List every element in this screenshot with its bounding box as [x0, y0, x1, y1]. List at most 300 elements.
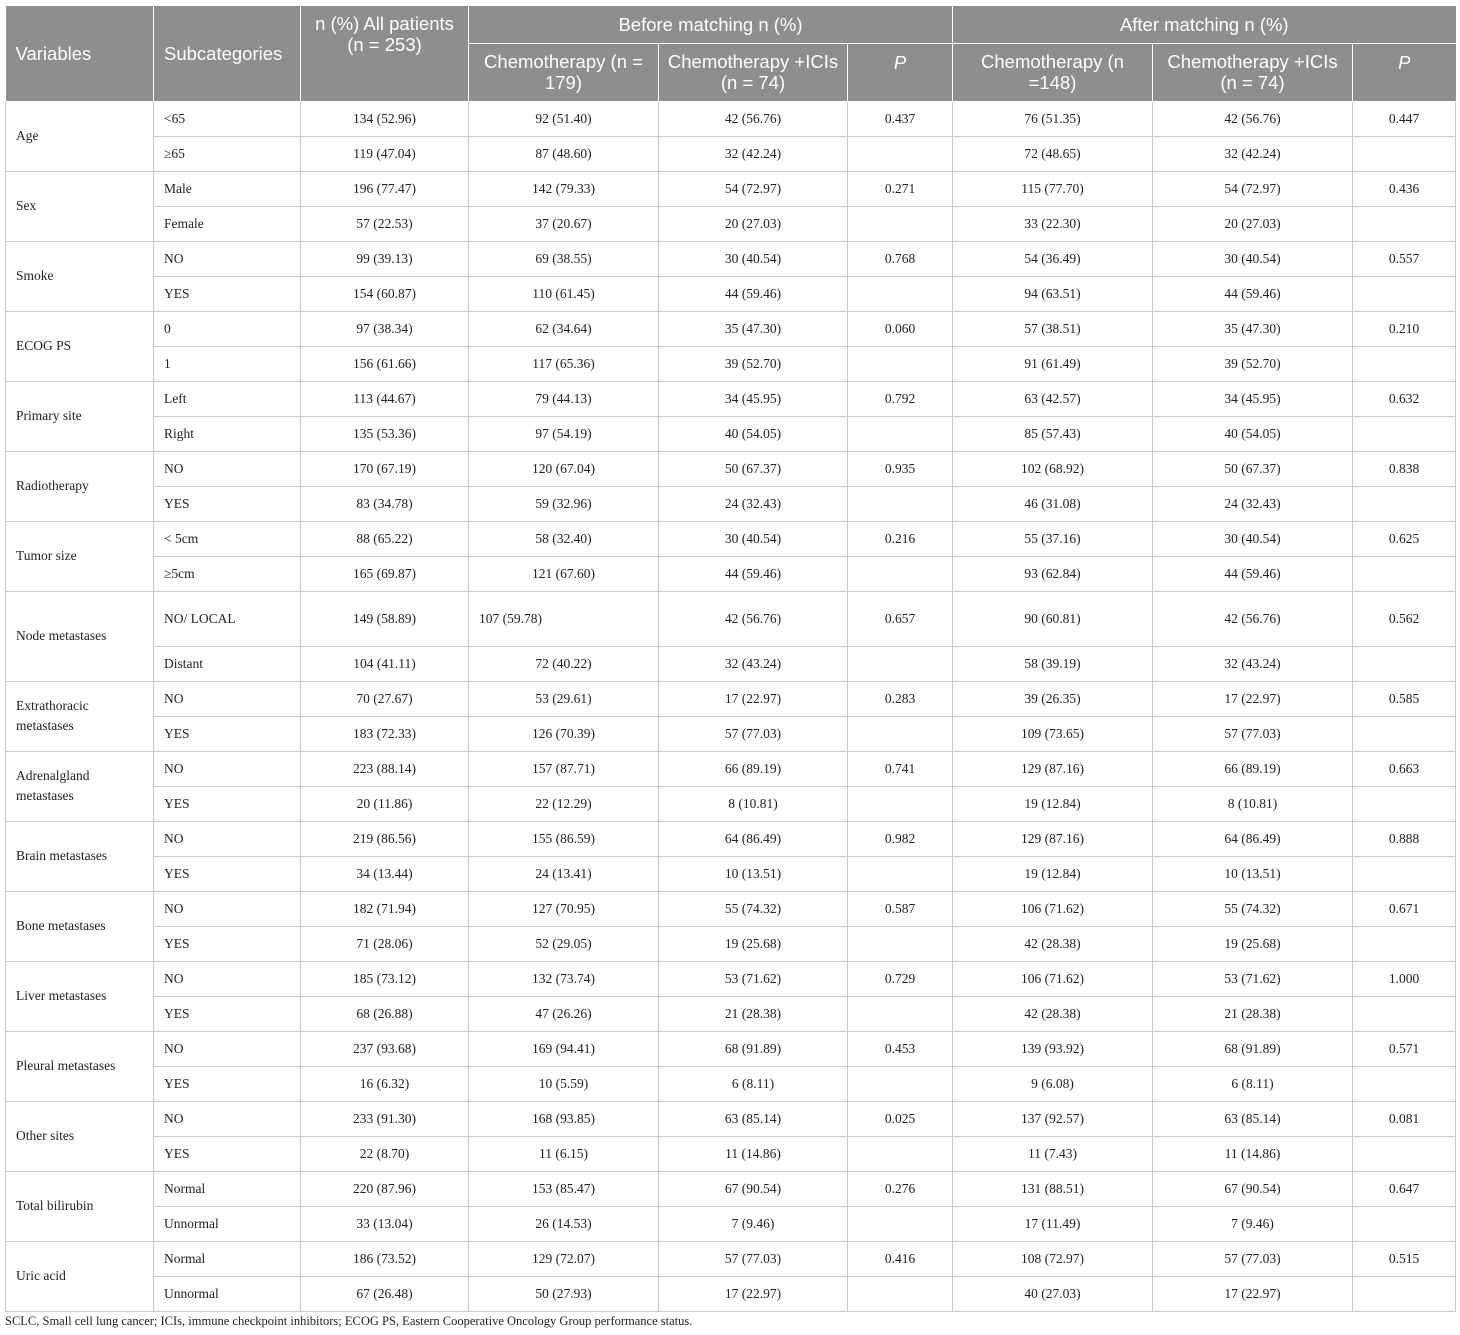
- after-chemotherapy-icis-cell: 64 (86.49): [1153, 821, 1353, 856]
- before-chemotherapy-icis-cell: 40 (54.05): [659, 416, 848, 451]
- before-chemotherapy-cell: 72 (40.22): [469, 646, 659, 681]
- before-p-value-cell: 0.741: [848, 751, 953, 786]
- after-chemotherapy-icis-cell: 11 (14.86): [1153, 1136, 1353, 1171]
- after-chemotherapy-icis-cell: 32 (43.24): [1153, 646, 1353, 681]
- table-row: [6, 206, 1456, 241]
- before-p-value-cell: [848, 786, 953, 821]
- after-chemotherapy-icis-cell: 67 (90.54): [1153, 1171, 1353, 1206]
- before-p-value-cell: 0.276: [848, 1171, 953, 1206]
- variable-cell: ECOG PS: [6, 311, 154, 381]
- before-chemotherapy-icis-cell: 39 (52.70): [659, 346, 848, 381]
- after-chemotherapy-icis-cell: 19 (25.68): [1153, 926, 1353, 961]
- before-chemotherapy-icis-cell: 68 (91.89): [659, 1031, 848, 1066]
- after-chemotherapy-cell: 33 (22.30): [953, 206, 1153, 241]
- after-chemotherapy-icis-cell: 42 (56.76): [1153, 591, 1353, 646]
- table-row: [6, 171, 1456, 206]
- after-p-value-cell: 0.625: [1353, 521, 1456, 556]
- before-chemotherapy-cell: 10 (5.59): [469, 1066, 659, 1101]
- variable-cell: Adrenalgland metastases: [6, 751, 154, 821]
- after-p-value-cell: [1353, 136, 1456, 171]
- after-p-value-cell: [1353, 1066, 1456, 1101]
- before-chemotherapy-icis-cell: 67 (90.54): [659, 1171, 848, 1206]
- all-patients-cell: 88 (65.22): [301, 521, 469, 556]
- after-chemotherapy-icis-cell: 34 (45.95): [1153, 381, 1353, 416]
- subcategory-cell: YES: [154, 786, 301, 821]
- subcategory-cell: YES: [154, 486, 301, 521]
- before-p-value-cell: [848, 276, 953, 311]
- after-chemotherapy-cell: 106 (71.62): [953, 961, 1153, 996]
- before-p-value-cell: [848, 716, 953, 751]
- subcategory-cell: YES: [154, 996, 301, 1031]
- before-chemotherapy-icis-cell: 54 (72.97): [659, 171, 848, 206]
- after-chemotherapy-cell: 137 (92.57): [953, 1101, 1153, 1136]
- after-chemotherapy-cell: 129 (87.16): [953, 821, 1153, 856]
- table-row: [6, 646, 1456, 681]
- after-chemotherapy-icis-cell: 24 (32.43): [1153, 486, 1353, 521]
- after-chemotherapy-icis-cell: 10 (13.51): [1153, 856, 1353, 891]
- after-chemotherapy-cell: 9 (6.08): [953, 1066, 1153, 1101]
- after-chemotherapy-cell: 19 (12.84): [953, 856, 1153, 891]
- table-row: [6, 556, 1456, 591]
- after-chemotherapy-icis-cell: 32 (42.24): [1153, 136, 1353, 171]
- before-chemotherapy-cell: 121 (67.60): [469, 556, 659, 591]
- subcategory-cell: NO: [154, 241, 301, 276]
- after-chemotherapy-cell: 54 (36.49): [953, 241, 1153, 276]
- after-chemotherapy-cell: 40 (27.03): [953, 1276, 1153, 1311]
- table-row: [6, 346, 1456, 381]
- before-chemotherapy-icis-cell: 57 (77.03): [659, 1241, 848, 1276]
- subcategory-cell: ≥5cm: [154, 556, 301, 591]
- after-chemotherapy-cell: 85 (57.43): [953, 416, 1153, 451]
- after-p-value-cell: 0.671: [1353, 891, 1456, 926]
- table-row: [6, 1171, 1456, 1206]
- after-chemotherapy-cell: 57 (38.51): [953, 311, 1153, 346]
- after-chemotherapy-icis-cell: 53 (71.62): [1153, 961, 1353, 996]
- after-chemotherapy-cell: 93 (62.84): [953, 556, 1153, 591]
- table-footnote: SCLC, Small cell lung cancer; ICIs, immune checkpoint inhibitors; ECOG PS, Eastern Cooperative Oncology Group performance status.: [5, 1314, 693, 1328]
- variable-cell: Node metastases: [6, 591, 154, 681]
- before-chemotherapy-cell: 53 (29.61): [469, 681, 659, 716]
- table-row: [6, 101, 1456, 136]
- after-chemotherapy-cell: 46 (31.08): [953, 486, 1153, 521]
- all-patients-cell: 185 (73.12): [301, 961, 469, 996]
- header-after-p: P: [1353, 43, 1456, 101]
- before-chemotherapy-cell: 155 (86.59): [469, 821, 659, 856]
- table-row: [6, 891, 1456, 926]
- variable-cell: Liver metastases: [6, 961, 154, 1031]
- header-before-matching: Before matching n (%): [469, 6, 953, 43]
- all-patients-cell: 97 (38.34): [301, 311, 469, 346]
- after-p-value-cell: [1353, 996, 1456, 1031]
- subcategory-cell: Unnormal: [154, 1206, 301, 1241]
- after-p-value-cell: 0.663: [1353, 751, 1456, 786]
- after-p-value-cell: [1353, 416, 1456, 451]
- before-chemotherapy-icis-cell: 32 (42.24): [659, 136, 848, 171]
- before-p-value-cell: [848, 346, 953, 381]
- table-row: [6, 1136, 1456, 1171]
- before-chemotherapy-cell: 87 (48.60): [469, 136, 659, 171]
- subcategory-cell: Unnormal: [154, 1276, 301, 1311]
- before-chemotherapy-cell: 47 (26.26): [469, 996, 659, 1031]
- after-chemotherapy-icis-cell: 55 (74.32): [1153, 891, 1353, 926]
- all-patients-cell: 196 (77.47): [301, 171, 469, 206]
- before-chemotherapy-cell: 26 (14.53): [469, 1206, 659, 1241]
- table-row: [6, 311, 1456, 346]
- table-row: [6, 716, 1456, 751]
- subcategory-cell: NO: [154, 681, 301, 716]
- before-p-value-cell: 0.283: [848, 681, 953, 716]
- after-chemotherapy-icis-cell: 21 (28.38): [1153, 996, 1353, 1031]
- header-before-p: P: [848, 43, 953, 101]
- after-p-value-cell: [1353, 1276, 1456, 1311]
- all-patients-cell: 220 (87.96): [301, 1171, 469, 1206]
- variable-cell: Tumor size: [6, 521, 154, 591]
- before-chemotherapy-cell: 129 (72.07): [469, 1241, 659, 1276]
- before-chemotherapy-icis-cell: 34 (45.95): [659, 381, 848, 416]
- subcategory-cell: NO: [154, 751, 301, 786]
- after-p-value-cell: [1353, 276, 1456, 311]
- all-patients-cell: 33 (13.04): [301, 1206, 469, 1241]
- all-patients-cell: 68 (26.88): [301, 996, 469, 1031]
- after-chemotherapy-cell: 72 (48.65): [953, 136, 1153, 171]
- after-chemotherapy-cell: 91 (61.49): [953, 346, 1153, 381]
- before-chemotherapy-icis-cell: 6 (8.11): [659, 1066, 848, 1101]
- before-chemotherapy-cell: 50 (27.93): [469, 1276, 659, 1311]
- after-p-value-cell: 0.515: [1353, 1241, 1456, 1276]
- after-chemotherapy-cell: 108 (72.97): [953, 1241, 1153, 1276]
- after-chemotherapy-cell: 139 (93.92): [953, 1031, 1153, 1066]
- subcategory-cell: NO: [154, 961, 301, 996]
- after-chemotherapy-icis-cell: 35 (47.30): [1153, 311, 1353, 346]
- header-after-matching: After matching n (%): [953, 6, 1456, 43]
- after-p-value-cell: [1353, 856, 1456, 891]
- before-chemotherapy-cell: 24 (13.41): [469, 856, 659, 891]
- after-chemotherapy-icis-cell: 68 (91.89): [1153, 1031, 1353, 1066]
- after-p-value-cell: [1353, 1206, 1456, 1241]
- after-chemotherapy-cell: 11 (7.43): [953, 1136, 1153, 1171]
- header-before-chemotherapy: Chemotherapy (n = 179): [469, 43, 659, 101]
- after-p-value-cell: [1353, 786, 1456, 821]
- after-chemotherapy-cell: 17 (11.49): [953, 1206, 1153, 1241]
- before-chemotherapy-cell: 168 (93.85): [469, 1101, 659, 1136]
- all-patients-cell: 22 (8.70): [301, 1136, 469, 1171]
- variable-cell: Smoke: [6, 241, 154, 311]
- subcategory-cell: 1: [154, 346, 301, 381]
- before-chemotherapy-cell: 117 (65.36): [469, 346, 659, 381]
- before-chemotherapy-cell: 59 (32.96): [469, 486, 659, 521]
- before-p-value-cell: [848, 1206, 953, 1241]
- table-row: [6, 1241, 1456, 1276]
- before-chemotherapy-icis-cell: 30 (40.54): [659, 241, 848, 276]
- after-chemotherapy-icis-cell: 50 (67.37): [1153, 451, 1353, 486]
- after-p-value-cell: 0.562: [1353, 591, 1456, 646]
- subcategory-cell: NO: [154, 1031, 301, 1066]
- table-row: [6, 1031, 1456, 1066]
- after-p-value-cell: 0.436: [1353, 171, 1456, 206]
- before-chemotherapy-cell: 69 (38.55): [469, 241, 659, 276]
- subcategory-cell: YES: [154, 1136, 301, 1171]
- after-chemotherapy-icis-cell: 8 (10.81): [1153, 786, 1353, 821]
- after-chemotherapy-icis-cell: 40 (54.05): [1153, 416, 1353, 451]
- before-p-value-cell: 0.729: [848, 961, 953, 996]
- table-row: [6, 591, 1456, 646]
- header-all-patients: n (%) All patients (n = 253): [301, 6, 469, 101]
- after-chemotherapy-icis-cell: 54 (72.97): [1153, 171, 1353, 206]
- before-chemotherapy-cell: 79 (44.13): [469, 381, 659, 416]
- before-p-value-cell: 0.792: [848, 381, 953, 416]
- before-chemotherapy-icis-cell: 35 (47.30): [659, 311, 848, 346]
- all-patients-cell: 119 (47.04): [301, 136, 469, 171]
- after-p-value-cell: 0.081: [1353, 1101, 1456, 1136]
- after-chemotherapy-icis-cell: 57 (77.03): [1153, 1241, 1353, 1276]
- after-p-value-cell: 0.838: [1353, 451, 1456, 486]
- before-chemotherapy-cell: 92 (51.40): [469, 101, 659, 136]
- after-chemotherapy-icis-cell: 63 (85.14): [1153, 1101, 1353, 1136]
- before-chemotherapy-icis-cell: 7 (9.46): [659, 1206, 848, 1241]
- subcategory-cell: NO: [154, 891, 301, 926]
- table-row: [6, 926, 1456, 961]
- header-after-chemotherapy: Chemotherapy (n =148): [953, 43, 1153, 101]
- before-chemotherapy-cell: 22 (12.29): [469, 786, 659, 821]
- after-p-value-cell: 1.000: [1353, 961, 1456, 996]
- table-row: [6, 521, 1456, 556]
- table-row: [6, 786, 1456, 821]
- before-p-value-cell: 0.453: [848, 1031, 953, 1066]
- before-p-value-cell: 0.935: [848, 451, 953, 486]
- all-patients-cell: 113 (44.67): [301, 381, 469, 416]
- before-chemotherapy-cell: 120 (67.04): [469, 451, 659, 486]
- before-p-value-cell: 0.416: [848, 1241, 953, 1276]
- variable-cell: Uric acid: [6, 1241, 154, 1311]
- after-chemotherapy-cell: 102 (68.92): [953, 451, 1153, 486]
- after-p-value-cell: [1353, 716, 1456, 751]
- after-p-value-cell: 0.888: [1353, 821, 1456, 856]
- after-chemotherapy-icis-cell: 6 (8.11): [1153, 1066, 1353, 1101]
- after-p-value-cell: [1353, 926, 1456, 961]
- before-chemotherapy-icis-cell: 32 (43.24): [659, 646, 848, 681]
- table-row: [6, 1066, 1456, 1101]
- before-chemotherapy-cell: 126 (70.39): [469, 716, 659, 751]
- before-chemotherapy-cell: 157 (87.71): [469, 751, 659, 786]
- before-chemotherapy-cell: 58 (32.40): [469, 521, 659, 556]
- before-p-value-cell: 0.768: [848, 241, 953, 276]
- before-chemotherapy-icis-cell: 30 (40.54): [659, 521, 848, 556]
- variable-cell: Pleural metastases: [6, 1031, 154, 1101]
- subcategory-cell: Normal: [154, 1171, 301, 1206]
- before-p-value-cell: 0.657: [848, 591, 953, 646]
- after-p-value-cell: 0.647: [1353, 1171, 1456, 1206]
- table-row: [6, 1276, 1456, 1311]
- table-row: [6, 381, 1456, 416]
- all-patients-cell: 182 (71.94): [301, 891, 469, 926]
- subcategory-cell: <65: [154, 101, 301, 136]
- after-p-value-cell: [1353, 346, 1456, 381]
- before-p-value-cell: [848, 1066, 953, 1101]
- before-chemotherapy-icis-cell: 64 (86.49): [659, 821, 848, 856]
- after-p-value-cell: [1353, 556, 1456, 591]
- before-chemotherapy-icis-cell: 10 (13.51): [659, 856, 848, 891]
- before-chemotherapy-icis-cell: 63 (85.14): [659, 1101, 848, 1136]
- after-chemotherapy-icis-cell: 17 (22.97): [1153, 681, 1353, 716]
- subcategory-cell: YES: [154, 1066, 301, 1101]
- variable-cell: Age: [6, 101, 154, 171]
- subcategory-cell: YES: [154, 856, 301, 891]
- all-patients-cell: 165 (69.87): [301, 556, 469, 591]
- table-row: [6, 416, 1456, 451]
- after-p-value-cell: [1353, 206, 1456, 241]
- after-chemotherapy-cell: 58 (39.19): [953, 646, 1153, 681]
- before-p-value-cell: [848, 646, 953, 681]
- before-p-value-cell: [848, 206, 953, 241]
- variable-cell: Total bilirubin: [6, 1171, 154, 1241]
- table-row: [6, 1101, 1456, 1136]
- before-p-value-cell: [848, 556, 953, 591]
- all-patients-cell: 183 (72.33): [301, 716, 469, 751]
- all-patients-cell: 219 (86.56): [301, 821, 469, 856]
- all-patients-cell: 135 (53.36): [301, 416, 469, 451]
- after-chemotherapy-cell: 131 (88.51): [953, 1171, 1153, 1206]
- variable-cell: Bone metastases: [6, 891, 154, 961]
- before-chemotherapy-cell: 142 (79.33): [469, 171, 659, 206]
- variable-cell: Other sites: [6, 1101, 154, 1171]
- before-chemotherapy-cell: 11 (6.15): [469, 1136, 659, 1171]
- before-chemotherapy-icis-cell: 42 (56.76): [659, 101, 848, 136]
- all-patients-cell: 104 (41.11): [301, 646, 469, 681]
- after-chemotherapy-cell: 129 (87.16): [953, 751, 1153, 786]
- before-p-value-cell: [848, 136, 953, 171]
- before-chemotherapy-icis-cell: 19 (25.68): [659, 926, 848, 961]
- table-row: [6, 996, 1456, 1031]
- before-chemotherapy-icis-cell: 17 (22.97): [659, 1276, 848, 1311]
- before-chemotherapy-cell: 52 (29.05): [469, 926, 659, 961]
- all-patients-cell: 134 (52.96): [301, 101, 469, 136]
- after-chemotherapy-cell: 42 (28.38): [953, 926, 1153, 961]
- after-p-value-cell: 0.447: [1353, 101, 1456, 136]
- subcategory-cell: YES: [154, 716, 301, 751]
- all-patients-cell: 170 (67.19): [301, 451, 469, 486]
- all-patients-cell: 156 (61.66): [301, 346, 469, 381]
- after-p-value-cell: [1353, 1136, 1456, 1171]
- after-chemotherapy-cell: 42 (28.38): [953, 996, 1153, 1031]
- before-chemotherapy-cell: 62 (34.64): [469, 311, 659, 346]
- before-p-value-cell: 0.025: [848, 1101, 953, 1136]
- before-chemotherapy-icis-cell: 57 (77.03): [659, 716, 848, 751]
- subcategory-cell: Male: [154, 171, 301, 206]
- after-p-value-cell: 0.210: [1353, 311, 1456, 346]
- after-chemotherapy-icis-cell: 30 (40.54): [1153, 521, 1353, 556]
- before-p-value-cell: 0.437: [848, 101, 953, 136]
- before-chemotherapy-cell: 97 (54.19): [469, 416, 659, 451]
- header-after-chemotherapy-icis: Chemotherapy +ICIs (n = 74): [1153, 43, 1353, 101]
- before-p-value-cell: [848, 996, 953, 1031]
- after-chemotherapy-cell: 76 (51.35): [953, 101, 1153, 136]
- variable-cell: Brain metastases: [6, 821, 154, 891]
- before-p-value-cell: [848, 416, 953, 451]
- table-row: [6, 961, 1456, 996]
- variable-cell: Sex: [6, 171, 154, 241]
- all-patients-cell: 99 (39.13): [301, 241, 469, 276]
- all-patients-cell: 20 (11.86): [301, 786, 469, 821]
- subcategory-cell: ≥65: [154, 136, 301, 171]
- all-patients-cell: 70 (27.67): [301, 681, 469, 716]
- all-patients-cell: 34 (13.44): [301, 856, 469, 891]
- after-p-value-cell: 0.557: [1353, 241, 1456, 276]
- table-row: [6, 276, 1456, 311]
- before-chemotherapy-icis-cell: 53 (71.62): [659, 961, 848, 996]
- after-chemotherapy-cell: 39 (26.35): [953, 681, 1153, 716]
- before-chemotherapy-icis-cell: 66 (89.19): [659, 751, 848, 786]
- before-chemotherapy-icis-cell: 24 (32.43): [659, 486, 848, 521]
- variable-cell: Extrathoracic metastases: [6, 681, 154, 751]
- table-row: [6, 821, 1456, 856]
- after-chemotherapy-icis-cell: 44 (59.46): [1153, 276, 1353, 311]
- before-p-value-cell: [848, 856, 953, 891]
- header-before-chemotherapy-icis: Chemotherapy +ICIs (n = 74): [659, 43, 848, 101]
- before-chemotherapy-icis-cell: 11 (14.86): [659, 1136, 848, 1171]
- after-p-value-cell: [1353, 486, 1456, 521]
- subcategory-cell: Distant: [154, 646, 301, 681]
- subcategory-cell: Left: [154, 381, 301, 416]
- after-p-value-cell: [1353, 646, 1456, 681]
- before-p-value-cell: 0.271: [848, 171, 953, 206]
- all-patients-cell: 149 (58.89): [301, 591, 469, 646]
- before-chemotherapy-icis-cell: 8 (10.81): [659, 786, 848, 821]
- after-chemotherapy-cell: 94 (63.51): [953, 276, 1153, 311]
- table-row: [6, 241, 1456, 276]
- all-patients-cell: 67 (26.48): [301, 1276, 469, 1311]
- after-chemotherapy-icis-cell: 20 (27.03): [1153, 206, 1353, 241]
- table-row: [6, 1206, 1456, 1241]
- table-row: [6, 486, 1456, 521]
- before-p-value-cell: [848, 926, 953, 961]
- after-p-value-cell: 0.571: [1353, 1031, 1456, 1066]
- all-patients-cell: 154 (60.87): [301, 276, 469, 311]
- after-chemotherapy-cell: 55 (37.16): [953, 521, 1153, 556]
- header-subcategories: Subcategories: [154, 6, 301, 101]
- table-row: [6, 681, 1456, 716]
- subcategory-cell: YES: [154, 926, 301, 961]
- after-chemotherapy-cell: 115 (77.70): [953, 171, 1153, 206]
- before-p-value-cell: [848, 1136, 953, 1171]
- variable-cell: Radiotherapy: [6, 451, 154, 521]
- subcategory-cell: NO/ LOCAL: [154, 591, 301, 646]
- after-chemotherapy-cell: 109 (73.65): [953, 716, 1153, 751]
- subcategory-cell: NO: [154, 1101, 301, 1136]
- all-patients-cell: 223 (88.14): [301, 751, 469, 786]
- after-chemotherapy-icis-cell: 7 (9.46): [1153, 1206, 1353, 1241]
- before-chemotherapy-icis-cell: 50 (67.37): [659, 451, 848, 486]
- before-chemotherapy-cell: 107 (59.78): [469, 591, 659, 646]
- before-chemotherapy-cell: 153 (85.47): [469, 1171, 659, 1206]
- before-p-value-cell: [848, 1276, 953, 1311]
- after-chemotherapy-icis-cell: 42 (56.76): [1153, 101, 1353, 136]
- all-patients-cell: 233 (91.30): [301, 1101, 469, 1136]
- all-patients-cell: 237 (93.68): [301, 1031, 469, 1066]
- before-chemotherapy-cell: 127 (70.95): [469, 891, 659, 926]
- all-patients-cell: 83 (34.78): [301, 486, 469, 521]
- before-chemotherapy-cell: 132 (73.74): [469, 961, 659, 996]
- before-chemotherapy-cell: 110 (61.45): [469, 276, 659, 311]
- before-p-value-cell: 0.216: [848, 521, 953, 556]
- before-chemotherapy-icis-cell: 44 (59.46): [659, 556, 848, 591]
- subcategory-cell: Female: [154, 206, 301, 241]
- before-chemotherapy-icis-cell: 42 (56.76): [659, 591, 848, 646]
- after-chemotherapy-icis-cell: 39 (52.70): [1153, 346, 1353, 381]
- table-body: [6, 101, 1456, 1311]
- subcategory-cell: Normal: [154, 1241, 301, 1276]
- before-chemotherapy-icis-cell: 55 (74.32): [659, 891, 848, 926]
- after-chemotherapy-cell: 63 (42.57): [953, 381, 1153, 416]
